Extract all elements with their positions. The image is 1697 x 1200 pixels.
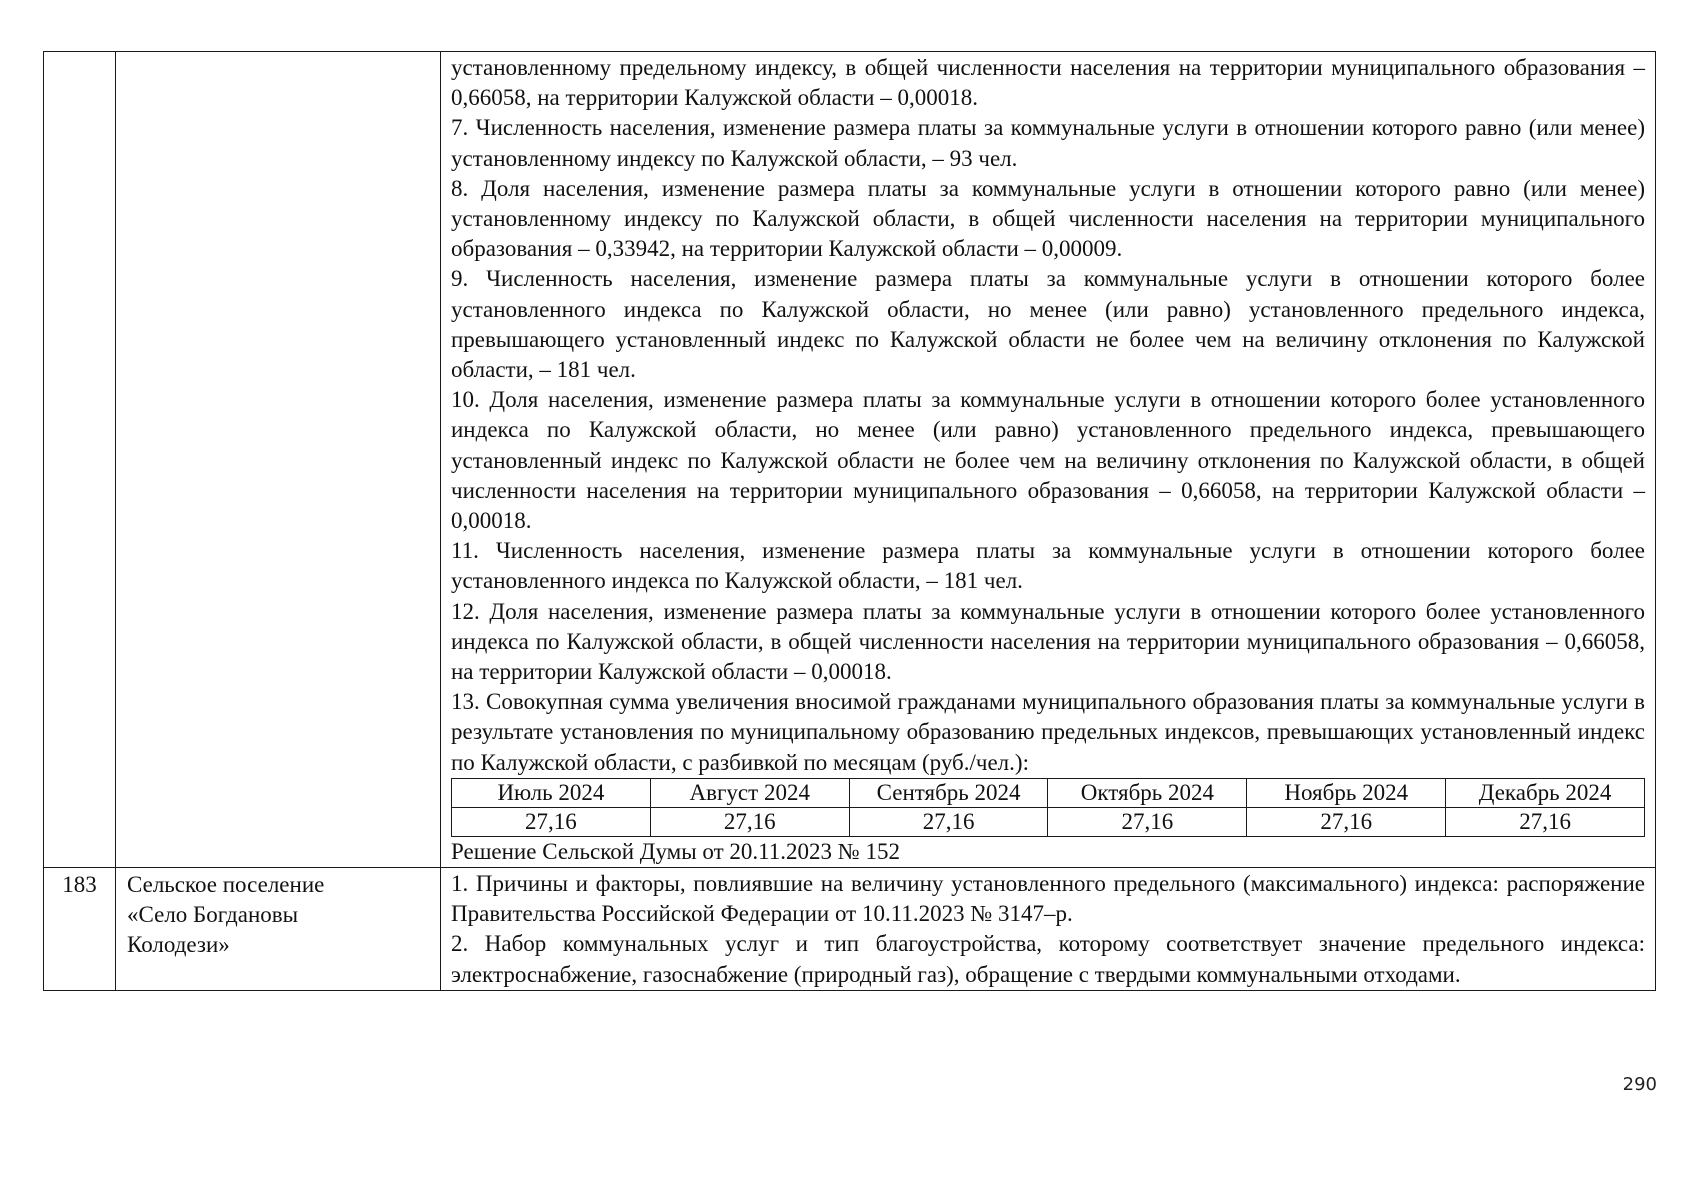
description-cell xyxy=(441,868,1656,991)
monthly-payments-table xyxy=(451,778,1645,837)
month-value: 27,16 xyxy=(452,807,651,836)
table-row xyxy=(44,52,1656,868)
months-header-row xyxy=(452,778,1645,807)
description-cell xyxy=(441,52,1656,868)
month-header: Август 2024 xyxy=(650,778,849,807)
month-header: Ноябрь 2024 xyxy=(1247,778,1446,807)
municipality-name-line: «Село Богдановы xyxy=(127,902,299,928)
month-header: Октябрь 2024 xyxy=(1048,778,1247,807)
paragraph: 11. Численность населения, изменение размера платы за коммунальные услуги в отношении которого более установленного индекса по Калужской области, – 181 чел. xyxy=(451,538,1645,594)
municipality-name-cell xyxy=(116,868,441,991)
month-value: 27,16 xyxy=(1247,807,1446,836)
paragraph: 1. Причины и факторы, повлиявшие на величину установленного предельного (максимального) индекса: распоряжение Правительства Российской Федерации от 10.11.2023 № 3147–р. xyxy=(451,871,1645,927)
municipality-name-cell xyxy=(116,52,441,868)
month-value: 27,16 xyxy=(650,807,849,836)
paragraph: 10. Доля населения, изменение размера платы за коммунальные услуги в отношении которого более установленного индекса по Калужской области, но менее (или равно) установленного предельного индекса, превышающего установленный индекс по Калужской области не более чем на величину отклонения по Калужской области, в общей численности населения на территории муниципального образования – 0,66058, на территории Калужской области – 0,00018. xyxy=(451,387,1645,534)
table-row xyxy=(44,868,1656,991)
month-header: Июль 2024 xyxy=(452,778,651,807)
month-header: Декабрь 2024 xyxy=(1446,778,1645,807)
paragraph: 9. Численность населения, изменение размера платы за коммунальные услуги в отношении которого более установленного индекса по Калужской области, но менее (или равно) установленного предельного индекса, превышающего установленный индекс по Калужской области не более чем на величину отклонения по Калужской области, – 181 чел. xyxy=(451,266,1645,383)
paragraph: 12. Доля населения, изменение размера платы за коммунальные услуги в отношении которого более установленного индекса по Калужской области, в общей численности населения на территории муниципального образования – 0,66058, на территории Калужской области – 0,00018. xyxy=(451,598,1645,685)
row-number-cell xyxy=(44,52,116,868)
paragraph: 13. Совокупная сумма увеличения вносимой гражданами муниципального образования платы за коммунальные услуги в результате установления по муниципальному образованию предельных индексов, превышающих установленный индекс по Калужской области, с разбивкой по месяцам (руб./чел.): xyxy=(451,689,1645,775)
page-number: 290 xyxy=(1622,1074,1657,1095)
municipality-name-line: Колодези» xyxy=(127,932,230,958)
row-number-cell: 183 xyxy=(44,868,116,991)
paragraph: 2. Набор коммунальных услуг и тип благоустройства, которому соответствует значение предельного индекса: электроснабжение, газоснабжение (природный газ), обращение с твердыми коммунальными отходами. xyxy=(451,931,1645,987)
paragraph: 8. Доля населения, изменение размера платы за коммунальные услуги в отношении которого равно (или менее) установленному индексу по Калужской области, в общей численности населения на территории муниципального образования – 0,33942, на территории Калужской области – 0,00009. xyxy=(451,175,1645,262)
months-values-row xyxy=(452,807,1645,836)
decision-reference: Решение Сельской Думы от 20.11.2023 № 152 xyxy=(451,838,900,864)
month-value: 27,16 xyxy=(1048,807,1247,836)
month-header: Сентябрь 2024 xyxy=(849,778,1048,807)
paragraph: установленному предельному индексу, в общей численности населения на территории муниципального образования – 0,66058, на территории Калужской области – 0,00018. xyxy=(451,55,1645,111)
municipality-name-line: Сельское поселение xyxy=(127,872,325,898)
municipal-indices-table xyxy=(43,51,1656,991)
month-value: 27,16 xyxy=(1446,807,1645,836)
paragraph: 7. Численность населения, изменение размера платы за коммунальные услуги в отношении которого равно (или менее) установленному индексу по Калужской области, – 93 чел. xyxy=(451,115,1645,171)
month-value: 27,16 xyxy=(849,807,1048,836)
